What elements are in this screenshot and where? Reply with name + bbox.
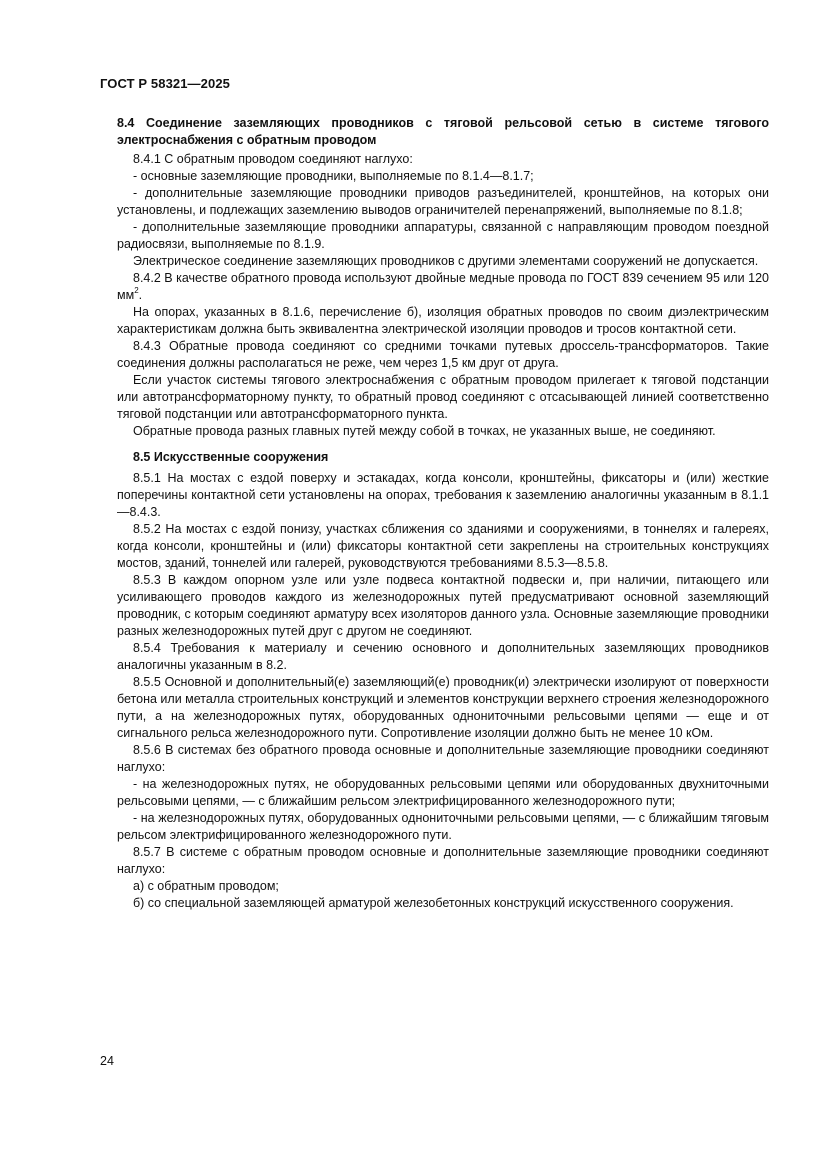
paragraph: 8.5.3 В каждом опорном узле или узле подвеса контактной подвески и, при наличии, питающего или усиливающего проводов каждого из железнодорожных путей предусматривают основной заземляющий проводник, с которым соединяют арматуру всех изоляторов данного узла. Основные заземляющие проводники разных железнодорожных путей друг с другом не соединяют. <box>117 573 769 638</box>
paragraph <box>117 270 769 304</box>
paragraph-end: . <box>138 288 143 302</box>
list-item: - на железнодорожных путях, не оборудованных рельсовыми цепями или оборудованных двухниточными рельсовыми цепями, — с ближайшим рельсом электрифицированного железнодорожного пути; <box>117 777 769 808</box>
paragraph: На опорах, указанных в 8.1.6, перечисление б), изоляция обратных проводов по своим диэлектрическим характеристикам должна быть эквивалентна электрической изоляции проводов и тросов контактной сети. <box>117 305 769 336</box>
paragraph-text: 8.4.2 В качестве обратного провода используют двойные медные провода по ГОСТ 839 сечением 95 или 120 мм <box>117 271 769 302</box>
list-item: б) со специальной заземляющей арматурой железобетонных конструкций искусственного сооружения. <box>133 896 734 910</box>
paragraph: 8.4.1 С обратным проводом соединяют наглухо: <box>133 152 413 166</box>
paragraph: 8.5.6 В системах без обратного провода основные и дополнительные заземляющие проводники соединяют наглухо: <box>117 743 769 774</box>
superscript: 2 <box>134 285 139 295</box>
paragraph: 8.4.3 Обратные провода соединяют со средними точками путевых дроссель-трансформаторов. Такие соединения должны располагаться не реже, чем через 1,5 км друг от друга. <box>117 339 769 370</box>
paragraph: Если участок системы тягового электроснабжения с обратным проводом прилегает к тяговой подстанции или автотрансформаторному пункту, то обратный провод соединяют с отсасывающей линией соответственно тяговой подстанции или автотрансформаторного пункта. <box>117 373 769 421</box>
paragraph: 8.5.5 Основной и дополнительный(е) заземляющий(е) проводник(и) электрически изолируют от поверхности бетона или металла строительных конструкций и элементов конструкции верхнего строения железнодорожного пути, а на железнодорожных путях, оборудованных однониточными рельсовыми цепями — еще и от сигнального рельса железнодорожного пути. Сопротивление изоляции должно быть не менее 10 кОм. <box>117 675 769 740</box>
paragraph: 8.5.7 В системе с обратным проводом основные и дополнительные заземляющие проводники соединяют наглухо: <box>117 845 769 876</box>
paragraph: 8.5.2 На мостах с ездой понизу, участках сближения со зданиями и сооружениями, в тоннелях и галереях, когда консоли, кронштейны и (или) фиксаторы контактной сети закреплены на строительных конструкциях мостов, зданий, тоннелей или галерей, руководствуются требованиями 8.5.3—8.5.8. <box>117 522 769 570</box>
paragraph: Обратные провода разных главных путей между собой в точках, не указанных выше, не соединяют. <box>133 424 716 438</box>
paragraph: 8.5.1 На мостах с ездой поверху и эстакадах, когда консоли, кронштейны, фиксаторы и (или) жесткие поперечины контактной сети установлены на опорах, требования к заземлению аналогичны указанным в 8.1.1—8.4.3. <box>117 471 769 519</box>
list-item: - на железнодорожных путях, оборудованных однониточными рельсовыми цепями, — с ближайшим тяговым рельсом электрифицированного железнодорожного пути. <box>117 811 769 842</box>
list-item: - дополнительные заземляющие проводники приводов разъединителей, кронштейнов, на которых они установлены, и подлежащих заземлению выводов ограничителей перенапряжений, выполняемые по 8.1.8; <box>117 186 769 217</box>
document-header: ГОСТ Р 58321—2025 <box>100 76 230 91</box>
document-body <box>117 115 769 912</box>
paragraph: Электрическое соединение заземляющих проводников с другими элементами сооружений не допускается. <box>133 254 759 268</box>
list-item: - основные заземляющие проводники, выполняемые по 8.1.4—8.1.7; <box>133 169 534 183</box>
page-number: 24 <box>100 1054 114 1068</box>
section-heading-8-5: 8.5 Искусственные сооружения <box>133 450 329 464</box>
paragraph: 8.5.4 Требования к материалу и сечению основного и дополнительных заземляющих проводников аналогичны указанным в 8.2. <box>117 641 769 672</box>
list-item: - дополнительные заземляющие проводники аппаратуры, связанной с направляющим проводом поездной радиосвязи, выполняемые по 8.1.9. <box>117 220 769 251</box>
list-item: а) с обратным проводом; <box>133 879 279 893</box>
section-heading-8-4: 8.4 Соединение заземляющих проводников с тяговой рельсовой сетью в системе тягового электроснабжения с обратным проводом <box>117 116 769 147</box>
